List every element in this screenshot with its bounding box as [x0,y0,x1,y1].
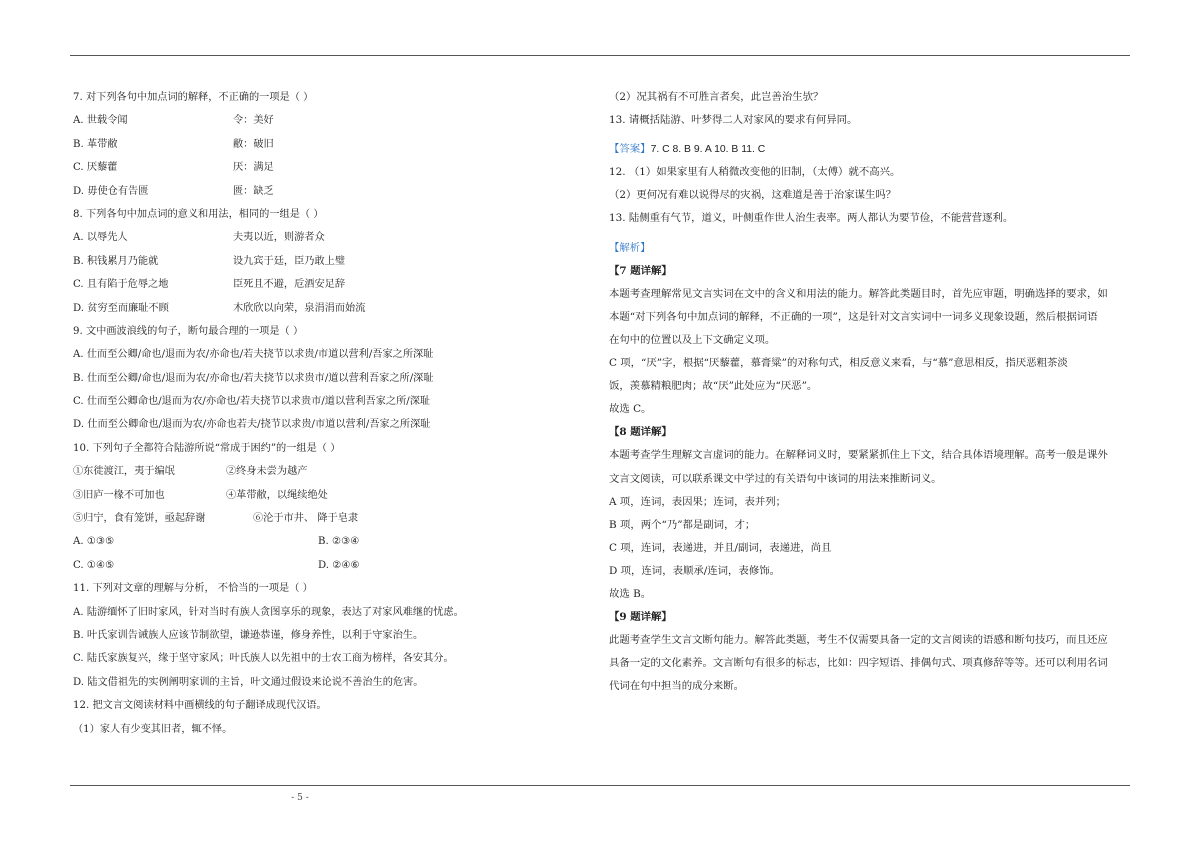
q7-option-a: A. 世载令闻 令：美好 [73,115,274,127]
detail-9-body: 此题考查学生文言文断句能力。解答此类题，考生不仅需要具备一定的文言阅读的语感和断句技巧，而且还应 具备一定的文化素养。文言断句有很多的标志，比如：四字短语、排偶句式、项真修辞等等。还可以利用名词 代词在句中担当的成分来断。 [609,634,1108,693]
answer-12-2: （2）更何况有难以说得尽的灾祸，这难道是善于治家谋生吗？ [609,189,897,202]
q13-stem: 13. 请概括陆游、叶梦得二人对家风的要求有何异同。 [609,114,858,127]
q7-option-c: C. 厌藜藿 厌：满足 [73,162,274,174]
detail-8-body: 本题考查学生理解文言虚词的能力。在解释词义时，要紧紧抓住上下文，结合具体语境理解。高考一般是课外 文言文阅读，可以联系课文中学过的有关语句中该词的用法来推断词义。 A 项，连词，表因果；连词，表并列； B 项，两个“乃”都是副词，才； C 项，连词，表递进，并且/副词，表递进，尚且 D 项，连词，表顺承/连词，表修饰。 故选 B。 [609,449,1108,600]
q10-choices-ab: A. ①③⑤ B. ②③④ [73,536,360,548]
q9-option-a: A. 仕而至公卿/命也/退而为农/亦命也/若夫挠节以求贵/市道以营利/吾家之所深耻 [73,349,434,361]
detail-8-title: 【8 题详解】 [609,426,672,439]
q8-option-b: B. 积钱累月乃能就 设九宾于廷，臣乃敢上璧 [73,255,346,267]
answer-13: 13. 陆侧重有气节，道义，叶侧重作世人治生表率。两人都认为要节俭，不能营营逐利。 [609,212,1014,225]
q12-sub1: （1）家人有少变其旧者，辄不怿。 [73,723,233,735]
answer-label: 【答案】 [609,143,651,156]
answer-text: 7. C 8. B 9. A 10. B 11. C [650,144,766,156]
q10-items-2: ③旧庐一椽不可加也 ④革带敝，以绳续绝处 [73,489,328,501]
q11-option-c: C. 陆氏家族复兴，缘于坚守家风；叶氏族人以先祖中的士农工商为榜样，各安其分。 [73,653,454,665]
q11-option-d: D. 陆文借祖先的实例阐明家训的主旨，叶文通过假设来论说不善治生的危害。 [73,676,424,688]
q9-stem: 9. 文中画波浪线的句子，断句最合理的一项是（ ） [73,325,304,337]
page-number: - 5 - [291,793,309,803]
answer-12-1: 12. （1）如果家里有人稍微改变他的旧制，（太傅）就不高兴。 [609,166,901,179]
right-column [609,86,1131,698]
q7-stem: 7. 对下列各句中加点词的解释，不正确的一项是（ ） [73,92,314,103]
q10-items-1: ①东徙渡江，夷于编氓 ②终身未尝为越产 [73,466,308,478]
left-column [73,86,593,741]
bottom-rule [70,785,1130,786]
q7-option-b: B. 革带敝 敝：破旧 [73,138,274,150]
q8-option-a: A. 以辱先人 夫夷以近，则游者众 [73,232,325,244]
q9-option-c: C. 仕而至公卿命也/退而为农/亦命也/若夫挠节以求贵市/道以营利吾家之所/深耻 [73,396,431,408]
q7-option-d: D. 毋使仓有告匮 匮：缺乏 [73,185,274,197]
detail-7-title: 【7 题详解】 [609,264,672,277]
q10-items-3: ⑤归宁，食有笼饼，亟起辞谢 ⑥沦于市井、 降于皂隶 [73,513,359,525]
q12-sub2: （2）况其祸有不可胜言者矣，此岂善治生欤？ [609,91,824,103]
q12-stem: 12. 把文言文阅读材料中画横线的句子翻译成现代汉语。 [73,700,327,712]
q11-option-b: B. 叶氏家训告诫族人应该节制欲望，谦逊恭谨，修身养性，以利于守家治生。 [73,629,424,641]
detail-7-body: 本题考查理解常见文言实词在文中的含义和用法的能力。解答此类题目时，首先应审题，明确选择的要求，如 本题“对下列各句中加点词的解释，不正确的一项”，这是针对文言实词中一词多义现象设题，然后根据词语 在句中的位置以及上下文确定义项。 C 项，“厌”字，根据“厌藜藿，慕膏粱”的对称句式，相反意义来看，与“慕”意思相反，指厌恶粗茶淡 饭，羡慕精粮肥肉；故“厌”此处应为“厌恶”。 故选 C。 [609,287,1108,416]
q11-option-a: A. 陆游缅怀了旧时家风，针对当时有族人贪图享乐的现象，表达了对家风难继的忧虑。 [73,606,464,618]
q9-option-d: D. 仕而至公卿命也/退而为农/亦命也若夫/挠节以求贵/市道以营利/吾家之所深耻 [73,419,431,431]
q10-choices-cd: C. ①④⑤ D. ②④⑥ [73,559,360,571]
analysis-label: 【解析】 [609,241,651,254]
q9-option-b: B. 仕而至公卿/命也/退而为农/亦命也/若夫挠节以求贵市/道以营利吾家之所/深耻 [73,372,434,384]
q8-option-c: C. 且有陷于危辱之地 臣死且不避，卮酒安足辞 [73,279,346,291]
q10-stem: 10. 下列句子全都符合陆游所说“常成于困约”的一组是（ ） [73,442,341,454]
q8-stem: 8. 下列各句中加点词的意义和用法，相同的一组是（ ） [73,208,324,220]
q11-stem: 11. 下列对文章的理解与分析， 不恰当的一项是（ ） [73,583,313,595]
q8-option-d: D. 贫穷至而廉耻不顾 木欣欣以向荣，泉涓涓而始流 [73,302,366,314]
top-rule [70,55,1130,56]
detail-9-title: 【9 题详解】 [609,611,672,624]
answer-line [609,138,1131,161]
